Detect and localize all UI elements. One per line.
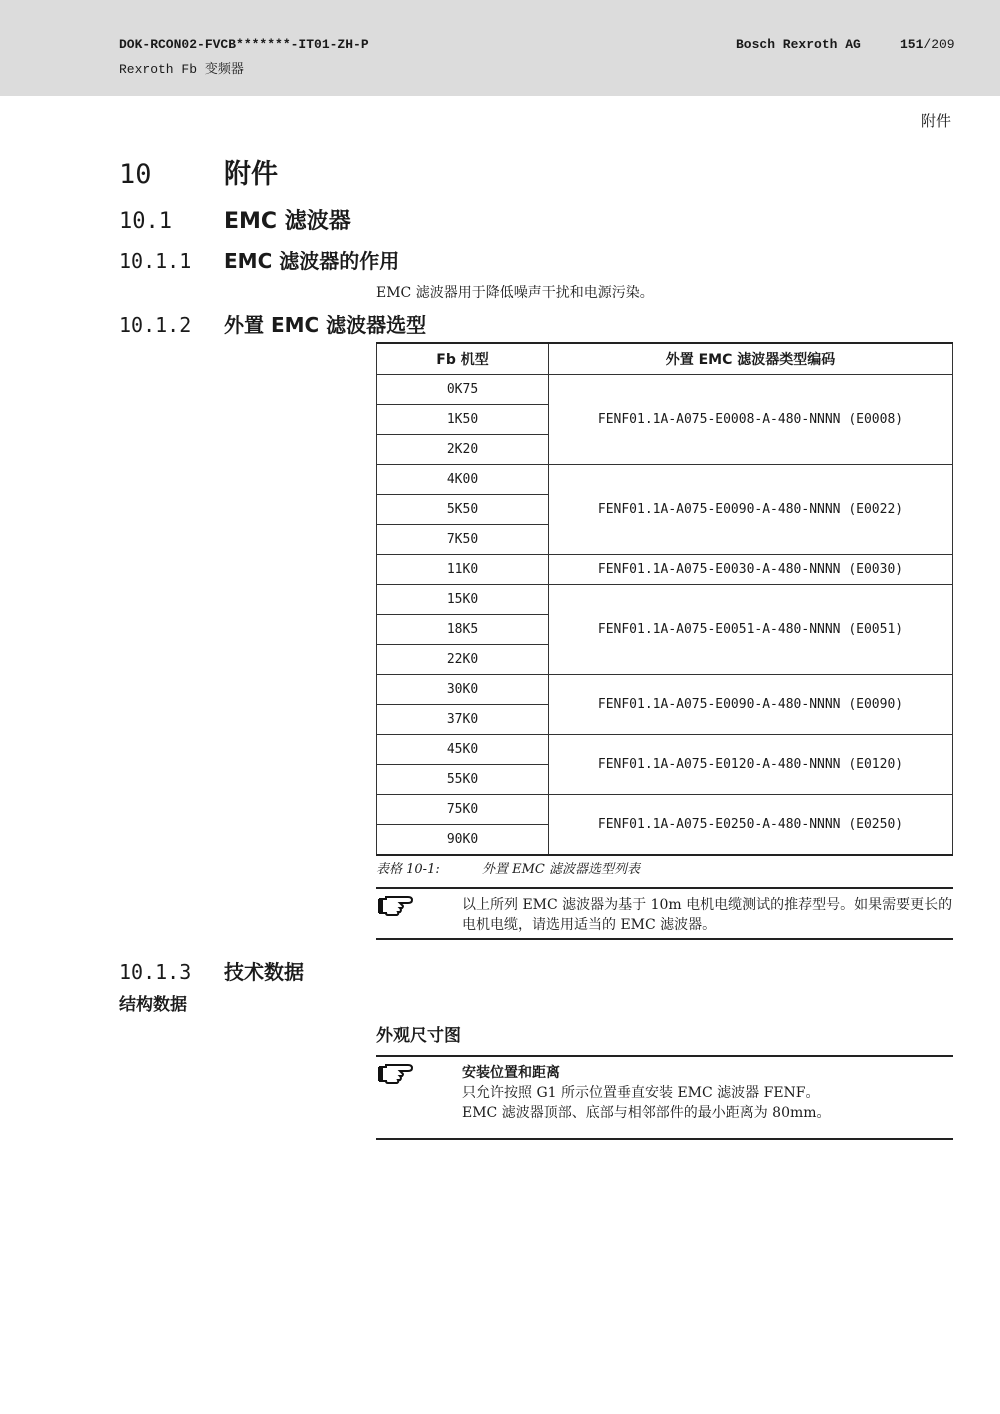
table-row: [377, 735, 953, 765]
filter-code-cell: FENF01.1A-A075-E0090-A-480-NNNN (E0090): [549, 675, 953, 735]
subsection-heading-function: [119, 245, 399, 274]
document-id: DOK-RCON02-FVCB*******-IT01-ZH-P: [119, 37, 369, 52]
note-box-cable: [376, 887, 953, 940]
caption-text: 外置 EMC 滤波器选型列表: [482, 862, 641, 877]
model-cell: 75K0: [377, 795, 549, 825]
model-cell: 4K00: [377, 465, 549, 495]
page-header: [0, 0, 1000, 96]
pointing-hand-icon: [378, 893, 414, 917]
product-name: Rexroth Fb 变频器: [119, 62, 244, 77]
note-installation-line1: 只允许按照 G1 所示位置垂直安装 EMC 滤波器 FENF。: [462, 1085, 820, 1101]
subsection-heading-selection: [119, 309, 426, 338]
note-box-installation: [376, 1055, 953, 1140]
model-cell: 0K75: [377, 375, 549, 405]
table-row: [377, 555, 953, 585]
pointing-hand-icon: [378, 1061, 414, 1085]
subsection-title: 外置 EMC 滤波器选型: [224, 313, 427, 337]
page-current: 151: [900, 37, 924, 52]
model-cell: 37K0: [377, 705, 549, 735]
model-cell: 22K0: [377, 645, 549, 675]
note-installation-line2: EMC 滤波器顶部、底部与相邻部件的最小距离为 80mm。: [462, 1105, 831, 1121]
structure-data-heading: 结构数据: [119, 995, 187, 1015]
emc-filter-table: [376, 342, 953, 856]
filter-code-cell: FENF01.1A-A075-E0120-A-480-NNNN (E0120): [549, 735, 953, 795]
model-cell: 18K5: [377, 615, 549, 645]
model-cell: 45K0: [377, 735, 549, 765]
page-number: [900, 37, 955, 52]
model-cell: 7K50: [377, 525, 549, 555]
subsection-title: EMC 滤波器的作用: [224, 249, 400, 273]
filter-code-cell: FENF01.1A-A075-E0090-A-480-NNNN (E0022): [549, 465, 953, 555]
table-row: [377, 465, 953, 495]
note-cable-text: 以上所列 EMC 滤波器为基于 10m 电机电缆测试的推荐型号。如果需要更长的电机电缆，请选用适当的 EMC 滤波器。: [462, 897, 953, 933]
model-cell: 55K0: [377, 765, 549, 795]
table-row: [377, 795, 953, 825]
note-installation-text: [462, 1057, 953, 1123]
subsection-heading-techdata: [119, 956, 304, 985]
table-row: [377, 375, 953, 405]
subsection-number: 10.1.2: [119, 313, 192, 337]
subsection-number: 10.1.3: [119, 960, 192, 984]
table-row: [377, 585, 953, 615]
filter-code-cell: FENF01.1A-A075-E0030-A-480-NNNN (E0030): [549, 555, 953, 585]
dimension-drawing-heading: 外观尺寸图: [376, 1026, 461, 1046]
table-header-row: [377, 343, 953, 375]
note-installation-title: 安装位置和距离: [462, 1065, 560, 1081]
filter-code-cell: FENF01.1A-A075-E0008-A-480-NNNN (E0008): [549, 375, 953, 465]
table-row: [377, 675, 953, 705]
table-caption: [376, 858, 640, 877]
column-header-filter: 外置 EMC 滤波器类型编码: [549, 343, 953, 375]
page-total: /209: [923, 37, 955, 52]
model-cell: 11K0: [377, 555, 549, 585]
chapter-heading: [119, 152, 278, 191]
filter-code-cell: FENF01.1A-A075-E0250-A-480-NNNN (E0250): [549, 795, 953, 856]
model-cell: 5K50: [377, 495, 549, 525]
function-paragraph: EMC 滤波器用于降低噪声干扰和电源污染。: [376, 285, 654, 301]
caption-label: 表格 10-1:: [376, 862, 440, 877]
model-cell: 90K0: [377, 825, 549, 856]
filter-code-cell: FENF01.1A-A075-E0051-A-480-NNNN (E0051): [549, 585, 953, 675]
subsection-title: 技术数据: [224, 960, 304, 984]
section-heading: [119, 204, 351, 235]
model-cell: 15K0: [377, 585, 549, 615]
company-name: Bosch Rexroth AG: [736, 37, 861, 52]
section-tag: 附件: [920, 112, 951, 130]
model-cell: 30K0: [377, 675, 549, 705]
subsection-number: 10.1.1: [119, 249, 192, 273]
chapter-title: 附件: [224, 159, 278, 190]
column-header-model: Fb 机型: [377, 343, 549, 375]
chapter-number: 10: [119, 159, 152, 190]
section-number: 10.1: [119, 209, 172, 234]
model-cell: 1K50: [377, 405, 549, 435]
model-cell: 2K20: [377, 435, 549, 465]
section-title: EMC 滤波器: [224, 209, 351, 234]
